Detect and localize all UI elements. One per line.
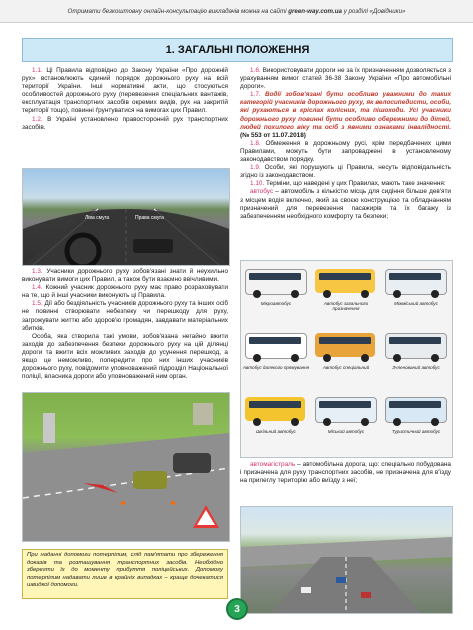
bus-type-card: Зчленований автобус	[381, 327, 451, 375]
rule-1-9: 1.9. Особи, які порушують ці Правила, несуть відповідальність згідно із законодавством.	[240, 164, 452, 180]
warning-triangle-icon	[193, 505, 219, 528]
highway-photo	[240, 506, 453, 614]
term-bus: автобус – автомобіль з кількістю місць для сидіння більше дев'яти з місцем водія включно, який за своєю конструкцією та обладнанням призначений для перевезення пасажирів та їх багажу із забезпеченням необхідного комфорту та безпеки;	[240, 188, 451, 220]
rule-1-5-cont: Особа, яка створила такі умови, зобов'язана негайно вжити заходів до забезпечення безпеки дорожнього руху на цій ділянці дороги та вжити всіх можливих заходів до усунення перешкод, а якщо це неможливо, попередити про них інших учасників дорожнього руху, повідомити уповноважений підрозділ Національної поліції, власника дороги або уповноважений ним орган.	[22, 332, 228, 381]
left-column-mid	[22, 268, 228, 381]
rule-1-7: 1.7. Водії зобов'язані бути особливо уважними до таких категорій учасників дорожнього руху, як велосипедисти, особи, які рухаються в кріслах колісних, та пішоходи. Усі учасники дорожнього руху повинні бути особливо обережними до дітей, людей похилого віку та осіб з явними ознаками інвалідності. (№ 553 от 11.07.2018)	[240, 91, 451, 139]
bus-type-card: Міжміський автобус	[381, 263, 451, 311]
bus-types-grid	[240, 260, 453, 458]
lane-right-label: Права смуга	[135, 215, 164, 221]
page-number: 3	[226, 598, 248, 620]
first-aid-note: При наданні допомоги потерпілим, слід пам'ятати про збереження доказів та розташування транспортних засобів. Необхідно зберегти їх до моменту прибуття поліцейських. Допомогу потерпілим надавати лише в крайніх випадках – краще дочекатися швидкої допомоги.	[22, 549, 228, 599]
top-banner-suffix: у розділі «Довідники»	[343, 7, 406, 15]
bus-type-card: Мікроавтобус	[241, 263, 311, 311]
top-banner	[0, 0, 473, 23]
term-highway: автомагістраль – автомобільна дорога, що: спеціально побудована і призначена для руху транспортних засобів, не призначена для в'їзду на прилеглу територію або виїзду з неї;	[240, 461, 451, 485]
bus-type-card: Міський автобус	[311, 391, 381, 439]
bus-type-card: Автобус спеціальний	[311, 327, 381, 375]
top-banner-prefix: Отримати безкоштовну онлайн-консультацію викладачів можна на сайті	[67, 7, 287, 15]
bus-type-card: Шкільний автобус	[241, 391, 311, 439]
lane-left-label: Ліва смуга	[85, 215, 110, 221]
dashboard-road-photo	[22, 168, 230, 266]
rule-1-5: 1.5. Дії або бездіяльність учасників дорожнього руху та інших осіб не повинні створювати небезпеку чи перешкоду для руху, загрожувати життю або здоров'ю громадян, завдавати матеріальних збитків.	[22, 300, 228, 332]
rule-1-4: 1.4. Кожний учасник дорожнього руху має право розраховувати на те, що й інші учасники виконують ці Правила.	[22, 284, 228, 300]
site-link[interactable]: green-way.com.ua	[288, 7, 342, 15]
section-title: 1. ЗАГАЛЬНІ ПОЛОЖЕННЯ	[22, 38, 453, 62]
bus-type-card: Автобус далекого прямування	[241, 327, 311, 375]
bus-type-card: Туристичний автобус	[381, 391, 451, 439]
right-column-top	[240, 67, 451, 221]
accident-scene-photo	[22, 392, 230, 542]
right-column-bottom	[240, 461, 451, 485]
bus-type-card: Автобус загального призначення	[311, 263, 381, 311]
rule-1-2: 1.2. В Україні установлено правосторонній рух транспортних засобів.	[22, 115, 228, 131]
left-column-top	[22, 67, 228, 132]
rule-1-6: 1.6. Використовувати дороги не за їх призначенням дозволяється з урахуванням вимог статей 36-38 Закону України «Про автомобільні дороги».	[240, 67, 451, 91]
rule-1-8: 1.8. Обмеження в дорожньому русі, крім передбачених цими Правилами, можуть бути запроваджені в установленому законодавством порядку.	[240, 139, 451, 164]
dashboard-illustration	[23, 169, 229, 265]
highway-illustration	[241, 507, 452, 613]
rule-1-1: 1.1. Ці Правила відповідно до Закону України «Про дорожній рух» встановлюють єдиний порядок дорожнього руху на всій території України. Інші нормативні акти, що стосуються особливостей дорожнього руху (перевезення спеціальних вантажів, експлуатація транспортних засобів окремих видів, рух на закритій території тощо), повинні ґрунтуватися на вимогах цих Правил.	[22, 67, 228, 115]
rule-1-10: 1.10. Терміни, що наведені у цих Правилах, мають таке значення:	[250, 180, 446, 188]
rule-1-3: 1.3. Учасники дорожнього руху зобов'язані знати й неухильно виконувати вимоги цих Правил, а також бути взаємно ввічливими.	[22, 268, 229, 284]
